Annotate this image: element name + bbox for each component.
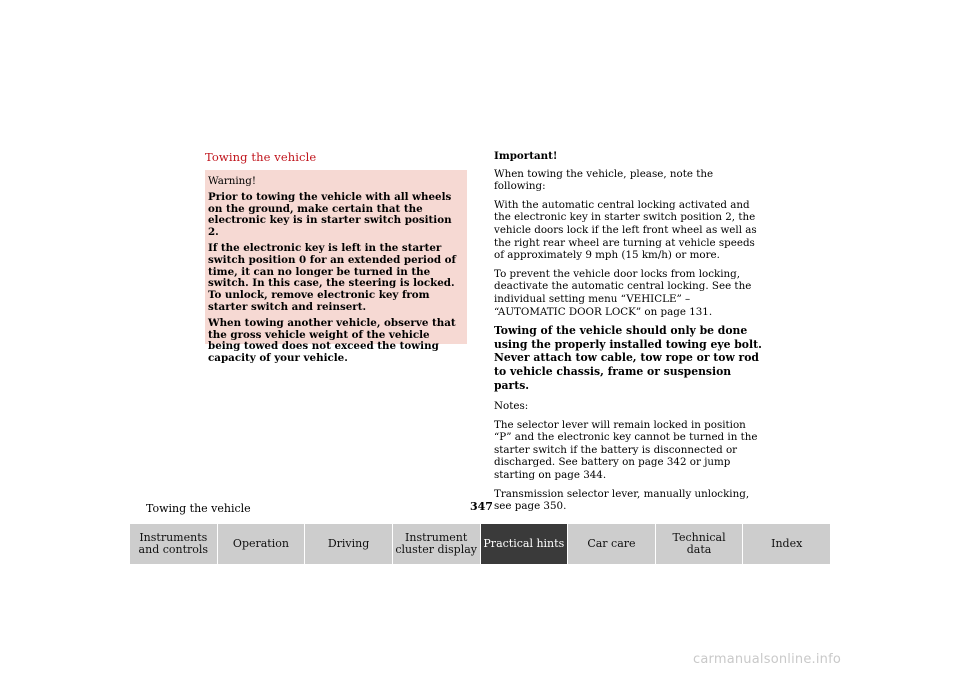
tab-index[interactable]: Index xyxy=(743,524,830,564)
section-title: Towing the vehicle xyxy=(205,150,317,164)
warning-paragraph: If the electronic key is left in the starter switch position 0 for an extended period of time, it can no longer be turned in the switch. In this case, the steering is locked. To unlock, remove electronic key from starter switch and reinsert. xyxy=(208,241,456,313)
warning-heading: Warning! xyxy=(208,175,257,187)
watermark: carmanualsonline.info xyxy=(693,652,842,667)
tab-operation[interactable]: Operation xyxy=(218,524,306,564)
tab-driving[interactable]: Driving xyxy=(305,524,393,564)
page-number: 347 xyxy=(470,500,493,513)
tab-instruments-and-controls[interactable]: Instruments and controls xyxy=(130,524,218,564)
warning-box xyxy=(205,170,467,365)
right-column xyxy=(494,150,762,519)
towing-warning-paragraph: Towing of the vehicle should only be done using the properly installed towing eye bolt. Never attach tow cable, tow rope or tow rod to vehicle chassis, frame or suspension parts. xyxy=(494,324,762,392)
warning-paragraph: Prior to towing the vehicle with all wheels on the ground, make certain that the electronic key is in starter switch position 2. xyxy=(208,190,452,239)
chapter-nav xyxy=(130,524,830,564)
notes-heading: Notes: xyxy=(494,400,529,413)
tab-technical-data[interactable]: Technical data xyxy=(656,524,744,564)
important-intro: When towing the vehicle, please, note the following: xyxy=(494,167,714,193)
notes-paragraph: Transmission selector lever, manually unlocking, see page 350. xyxy=(494,487,750,513)
notes-paragraph: The selector lever will remain locked in position “P” and the electronic key cannot be turned in the starter switch if the battery is disconnected or discharged. See battery on page 342 or jump starting on page 344. xyxy=(494,418,758,482)
important-heading: Important! xyxy=(494,150,558,162)
important-paragraph: To prevent the vehicle door locks from locking, deactivate the automatic central locking. See the individual setting menu “VEHICLE” – “AUTOMATIC DOOR LOCK” on page 131. xyxy=(494,267,752,318)
tab-car-care[interactable]: Car care xyxy=(568,524,656,564)
tab-practical-hints[interactable]: Practical hints xyxy=(481,524,569,564)
tab-instrument-cluster-display[interactable]: Instrument cluster display xyxy=(393,524,481,564)
important-paragraph: With the automatic central locking activated and the electronic key in starter switch position 2, the vehicle doors lock if the left front wheel as well as the right rear wheel are turning at vehicle speeds of approximately 9 mph (15 km/h) or more. xyxy=(494,198,757,262)
footer-section-title: Towing the vehicle xyxy=(146,502,251,515)
warning-paragraph: When towing another vehicle, observe that the gross vehicle weight of the vehicle being towed does not exceed the towing capacity of your vehicle. xyxy=(208,316,456,365)
